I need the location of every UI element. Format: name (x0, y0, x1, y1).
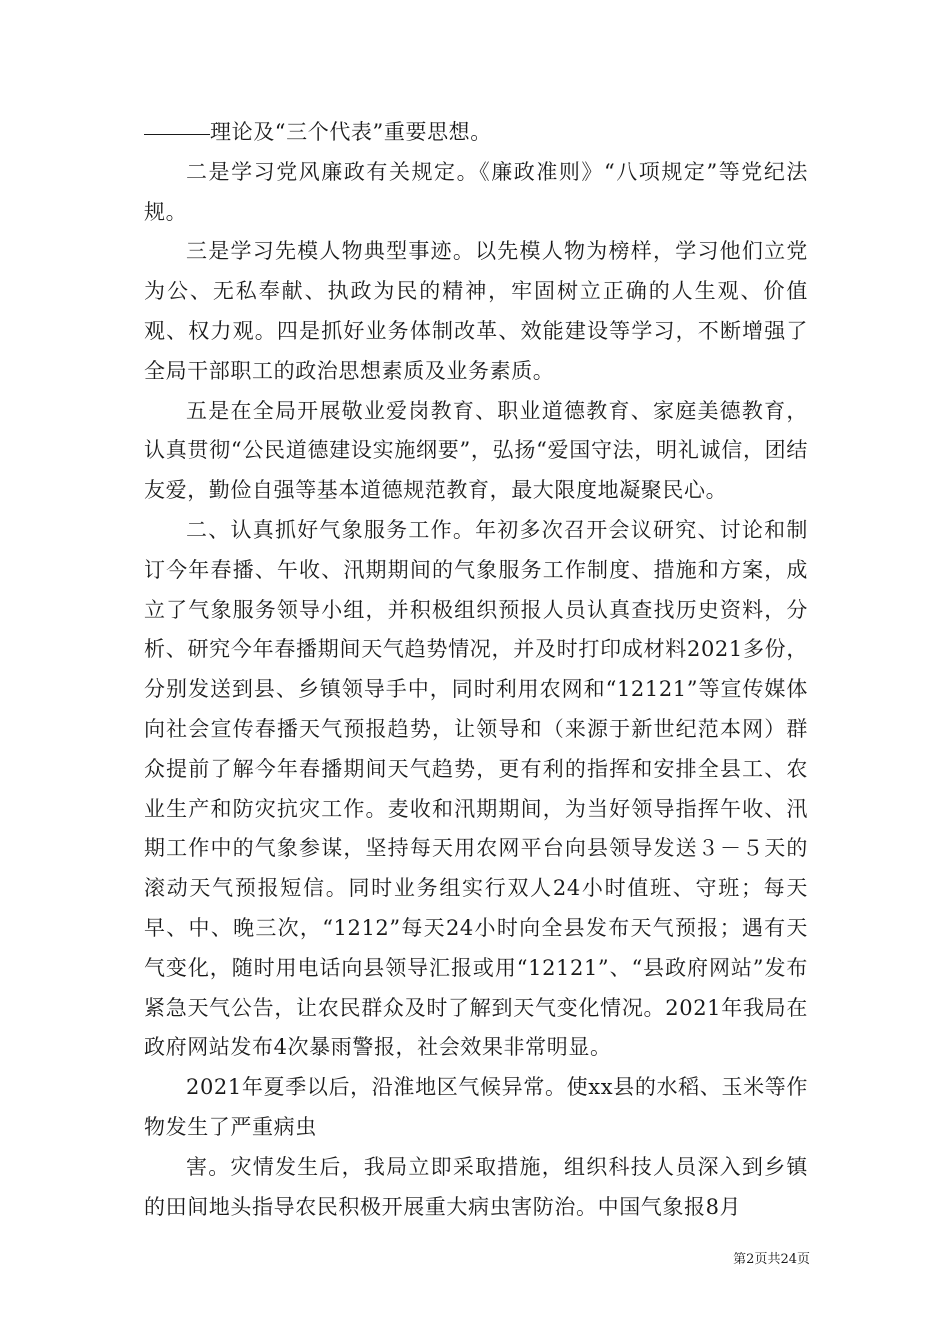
paragraph-4: 二、认真抓好气象服务工作。年初多次召开会议研究、讨论和制订今年春播、午收、汛期期间的气象服务工作制度、措施和方案，成立了气象服务领导小组，并积极组织预报人员认真查找历史资料，分析、研究今年春播期间天气趋势情况，并及时打印成材料2021多份，分别发送到县、乡镇领导手中，同时利用农网和“12121”等宣传媒体向社会宣传春播天气预报趋势，让领导和（来源于新世纪范本网）群众提前了解今年春播期间天气趋势，更有利的指挥和安排全县工、农业生产和防灾抗灾工作。麦收和汛期期间，为当好领导指挥午收、汛期工作中的气象参谋，坚持每天用农网平台向县领导发送３－５天的滚动天气预报短信。同时业务组实行双人24小时值班、守班；每天早、中、晚三次，“1212”每天24小时向全县发布天气预报；遇有天气变化，随时用电话向县领导汇报或用“12121”、“县政府网站”发布紧急天气公告，让农民群众及时了解到天气变化情况。2021年我局在政府网站发布4次暴雨警报，社会效果非常明显。 (144, 517, 808, 1060)
paragraph-0-text: 理论及“三个代表”重要思想。 (210, 120, 492, 144)
document-body (144, 113, 808, 1227)
paragraph-5: 2021年夏季以后，沿淮地区气候异常。使xx县的水稻、玉米等作物发生了严重病虫 (144, 1075, 808, 1139)
page-number-footer: 第2页共24页 (733, 1252, 810, 1267)
paragraph-3: 五是在全局开展敬业爱岗教育、职业道德教育、家庭美德教育，认真贯彻“公民道德建设实施纲要”，弘扬“爱国守法，明礼诚信，团结友爱，勤俭自强等基本道德规范教育，最大限度地凝聚民心。 (144, 398, 808, 503)
paragraph-0 (144, 113, 808, 153)
paragraph-1: 二是学习党风廉政有关规定。《廉政准则》“八项规定”等党纪法规。 (144, 159, 808, 224)
paragraph-2: 三是学习先模人物典型事迹。以先模人物为榜样，学习他们立党为公、无私奉献、执政为民的精神，牢固树立正确的人生观、价值观、权力观。四是抓好业务体制改革、效能建设等学习，不断增强了全局干部职工的政治思想素质及业务素质。 (144, 239, 808, 383)
fill-in-blank (144, 133, 210, 135)
paragraph-6: 害。灾情发生后，我局立即采取措施，组织科技人员深入到乡镇的田间地头指导农民积极开展重大病虫害防治。中国气象报8月 (144, 1154, 808, 1219)
